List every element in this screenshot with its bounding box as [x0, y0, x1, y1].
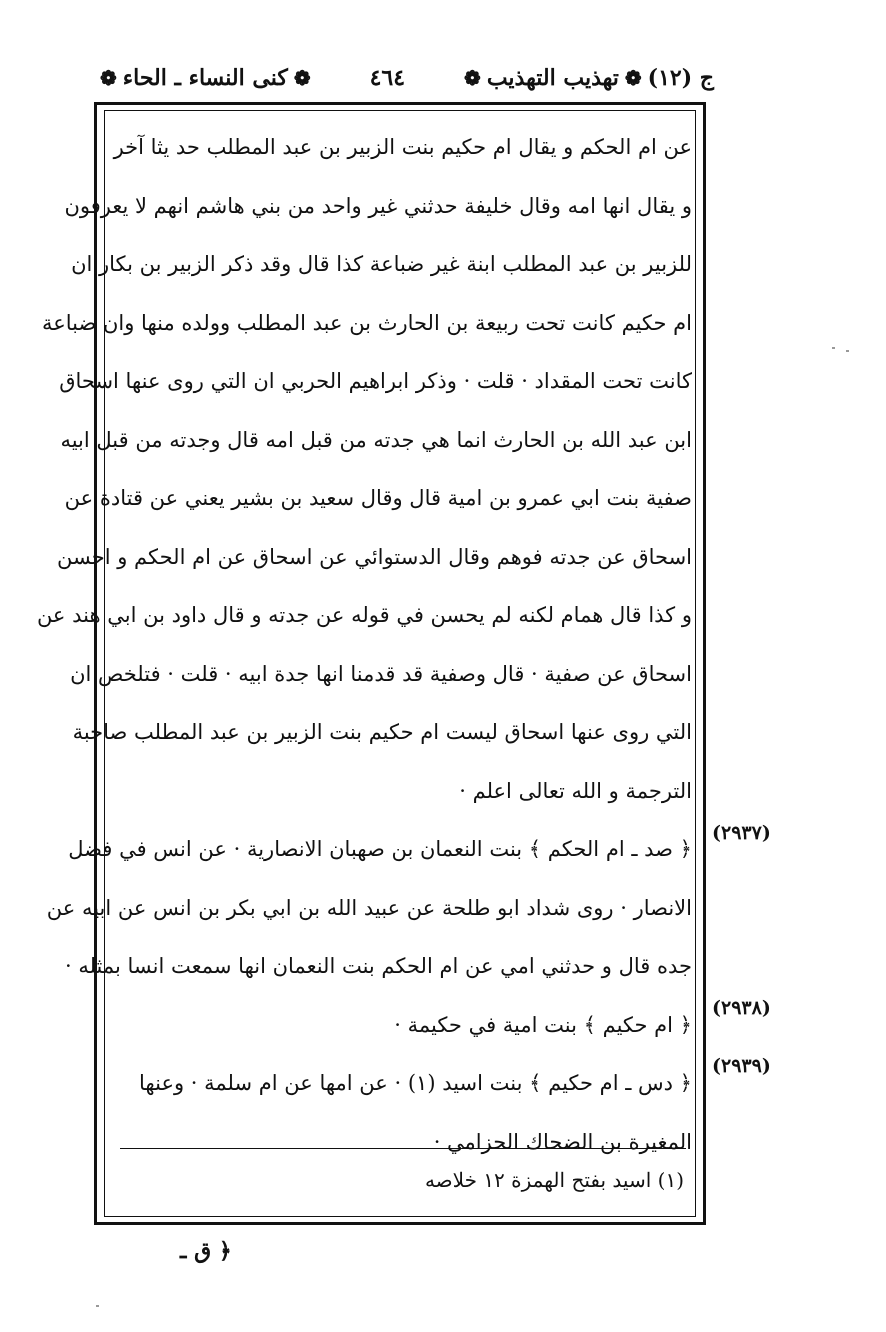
entry-2937-line: ﴿ صد ـ ام الحكم ﴾ بنت النعمان بن صهبان الانصارية · عن انس في فضل — [68, 837, 692, 861]
main-text — [36, 118, 692, 1171]
header-section-group — [100, 65, 311, 91]
entry-number-2938: (٢٩٣٨) — [712, 997, 771, 1019]
text-line: التي روى عنها اسحاق ليست ام حكيم بنت الزبير بن عبد المطلب صاحبة — [72, 720, 692, 744]
header-section: كنى النساء ـ الحاء — [122, 65, 288, 91]
text-line: اسحاق عن صفية · قال وصفية قد قدمنا انها جدة ابيه · قلت · فتلخص ان — [70, 661, 692, 686]
entry-2937-line: جده قال و حدثني امي عن ام الحكم بنت النعمان انها سمعت انسا بمثله · — [64, 954, 692, 978]
entry-2939-line: المغيرة بن الضحاك الحزامي · — [433, 1129, 692, 1154]
header-book-title: تهذيب التهذيب — [486, 65, 619, 91]
text-line: ابن عبد الله بن الحارث انما هي جدته من قبل امه قال وجدته من قبل ابيه — [60, 427, 692, 452]
scan-speck — [96, 1305, 99, 1307]
header-volume-group — [464, 65, 714, 91]
text-line: صفية بنت ابي عمرو بن امية قال وقال سعيد بن بشير يعني عن قتادة عن — [64, 486, 692, 510]
flower-ornament-icon: ❁ — [100, 66, 117, 90]
text-line: الترجمة و الله تعالى اعلم · — [459, 778, 692, 803]
text-line: و كذا قال همام لكنه لم يحسن في قوله عن جدته و قال داود بن ابي هند عن — [36, 603, 692, 627]
entry-2937-line: الانصار · روى شداد ابو طلحة عن عبيد الله بن ابي بكر بن انس عن ابيه عن — [46, 895, 692, 920]
header-volume: ج (١٢) — [647, 65, 714, 91]
scan-speck — [832, 347, 835, 349]
text-line: اسحاق عن جدته فوهم وقال الدستوائي عن اسحاق عن ام الحكم و احسن — [57, 544, 692, 569]
entry-number-2937: (٢٩٣٧) — [712, 822, 771, 844]
catchword: ﴿ ق ـ — [180, 1238, 232, 1264]
text-line: للزبير بن عبد المطلب ابنة غير ضباعة كذا قال وقد ذكر الزبير بن بكار ان — [71, 252, 692, 276]
text-line: عن ام الحكم و يقال ام حكيم بنت الزبير بن عبد المطلب حد يثا آخر — [113, 135, 692, 159]
entry-2939-line: ﴿ دس ـ ام حكيم ﴾ بنت اسيد (١) · عن امها عن ام سلمة · وعنها — [139, 1071, 692, 1095]
scan-speck — [846, 350, 849, 352]
flower-ornament-icon: ❁ — [293, 66, 311, 90]
header-page-group — [370, 65, 405, 91]
text-line: و يقال انها امه وقال خليفة حدثني غير واحد من بني هاشم انهم لا يعرفون — [64, 193, 692, 218]
entry-number-2939: (٢٩٣٩) — [712, 1055, 771, 1077]
text-line: ام حكيم كانت تحت ربيعة بن الحارث بن عبد المطلب وولده منها وان ضباعة — [41, 310, 692, 335]
footnote-separator — [120, 1148, 686, 1149]
page-header — [100, 62, 714, 94]
header-page-number: ٤٦٤ — [369, 65, 406, 91]
footnote: (١) اسيد بفتح الهمزة ١٢ خلاصه — [424, 1168, 684, 1192]
entry-2938-line: ﴿ ام حكيم ﴾ بنت امية في حكيمة · — [394, 1012, 692, 1037]
flower-ornament-icon: ❁ — [464, 66, 481, 90]
text-line: كانت تحت المقداد · قلت · وذكر ابراهيم الحربي ان التي روى عنها اسحاق — [59, 369, 692, 393]
flower-ornament-icon: ❁ — [624, 66, 642, 90]
